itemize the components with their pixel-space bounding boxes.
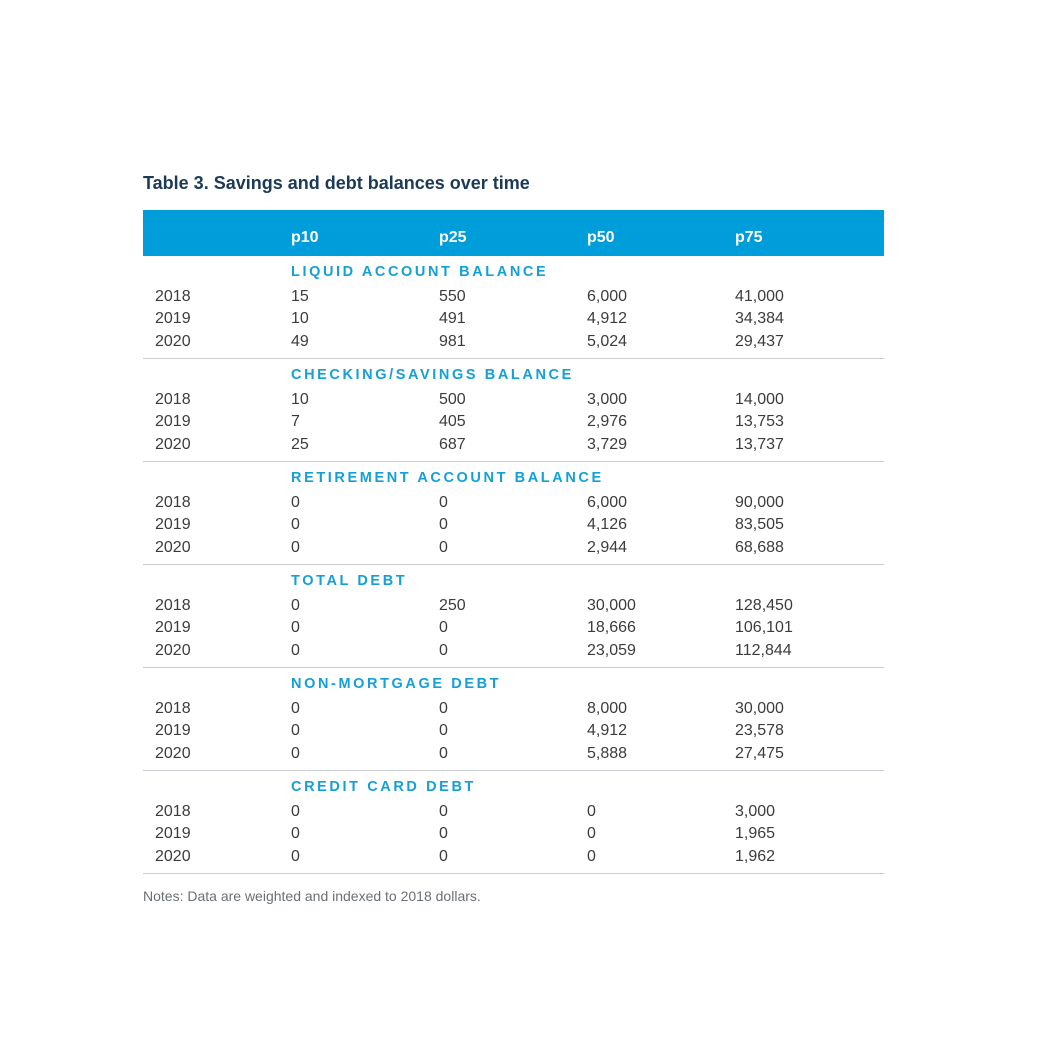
- cell-p50: 5,888: [587, 745, 628, 762]
- cell-year: 2020: [155, 848, 191, 865]
- cell-year: 2018: [155, 391, 191, 408]
- section-label: RETIREMENT ACCOUNT BALANCE: [291, 470, 604, 486]
- cell-year: 2019: [155, 516, 191, 533]
- table-row: [143, 642, 884, 665]
- table-header: [143, 210, 884, 256]
- cell-p25: 0: [439, 825, 448, 842]
- cell-p50: 3,000: [587, 391, 628, 408]
- cell-p50: 4,912: [587, 310, 628, 327]
- cell-p75: 128,450: [735, 597, 793, 614]
- cell-p50: 3,729: [587, 436, 628, 453]
- cell-p50: 23,059: [587, 642, 636, 659]
- cell-year: 2019: [155, 619, 191, 636]
- cell-p10: 49: [291, 333, 309, 350]
- cell-p10: 15: [291, 288, 309, 305]
- cell-year: 2020: [155, 539, 191, 556]
- table-row: [143, 597, 884, 620]
- cell-p25: 405: [439, 413, 466, 430]
- cell-p10: 7: [291, 413, 300, 430]
- cell-p25: 250: [439, 597, 466, 614]
- cell-p50: 30,000: [587, 597, 636, 614]
- cell-year: 2018: [155, 494, 191, 511]
- cell-year: 2018: [155, 288, 191, 305]
- cell-p25: 491: [439, 310, 466, 327]
- cell-year: 2020: [155, 745, 191, 762]
- cell-p10: 0: [291, 597, 300, 614]
- table-section: [143, 462, 884, 565]
- cell-p10: 10: [291, 391, 309, 408]
- cell-p50: 0: [587, 825, 596, 842]
- cell-p25: 0: [439, 494, 448, 511]
- cell-year: 2020: [155, 642, 191, 659]
- table-row: [143, 803, 884, 826]
- table-row: [143, 436, 884, 459]
- cell-p10: 0: [291, 539, 300, 556]
- column-header-p25: p25: [439, 229, 467, 246]
- cell-p50: 6,000: [587, 288, 628, 305]
- cell-p10: 0: [291, 803, 300, 820]
- table-row: [143, 494, 884, 517]
- cell-p75: 68,688: [735, 539, 784, 556]
- cell-p25: 0: [439, 642, 448, 659]
- table-row: [143, 745, 884, 768]
- table-row: [143, 333, 884, 356]
- cell-p10: 0: [291, 745, 300, 762]
- cell-year: 2019: [155, 413, 191, 430]
- table-row: [143, 413, 884, 436]
- table-row: [143, 848, 884, 871]
- cell-p10: 0: [291, 722, 300, 739]
- table-container: [143, 171, 884, 904]
- cell-p50: 4,912: [587, 722, 628, 739]
- cell-p50: 2,976: [587, 413, 628, 430]
- cell-p25: 0: [439, 722, 448, 739]
- cell-year: 2018: [155, 700, 191, 717]
- table-row: [143, 310, 884, 333]
- cell-p10: 0: [291, 848, 300, 865]
- cell-p50: 4,126: [587, 516, 628, 533]
- cell-p75: 3,000: [735, 803, 776, 820]
- cell-year: 2018: [155, 803, 191, 820]
- cell-p25: 0: [439, 619, 448, 636]
- cell-year: 2020: [155, 333, 191, 350]
- cell-p25: 981: [439, 333, 466, 350]
- cell-p25: 0: [439, 700, 448, 717]
- cell-p25: 550: [439, 288, 466, 305]
- table-row: [143, 391, 884, 414]
- cell-p25: 500: [439, 391, 466, 408]
- cell-p25: 0: [439, 516, 448, 533]
- cell-p10: 0: [291, 825, 300, 842]
- cell-p25: 0: [439, 848, 448, 865]
- cell-year: 2019: [155, 825, 191, 842]
- cell-p10: 0: [291, 619, 300, 636]
- cell-p10: 0: [291, 494, 300, 511]
- table-row: [143, 288, 884, 311]
- table-row: [143, 516, 884, 539]
- cell-p50: 0: [587, 803, 596, 820]
- table-title: Table 3. Savings and debt balances over time: [143, 173, 530, 193]
- table-row: [143, 539, 884, 562]
- cell-p75: 13,737: [735, 436, 784, 453]
- cell-p50: 8,000: [587, 700, 628, 717]
- section-label: NON-MORTGAGE DEBT: [291, 676, 502, 692]
- cell-p10: 0: [291, 516, 300, 533]
- cell-year: 2019: [155, 722, 191, 739]
- table-section: [143, 359, 884, 462]
- table-row: [143, 825, 884, 848]
- cell-p75: 1,962: [735, 848, 776, 865]
- cell-p75: 112,844: [735, 642, 792, 659]
- cell-p75: 83,505: [735, 516, 784, 533]
- cell-p75: 29,437: [735, 333, 784, 350]
- cell-p10: 0: [291, 700, 300, 717]
- cell-p50: 18,666: [587, 619, 636, 636]
- cell-p75: 1,965: [735, 825, 776, 842]
- section-label: LIQUID ACCOUNT BALANCE: [291, 264, 549, 280]
- column-header-p10: p10: [291, 229, 319, 246]
- cell-p75: 90,000: [735, 494, 784, 511]
- cell-p75: 106,101: [735, 619, 793, 636]
- cell-p75: 41,000: [735, 288, 784, 305]
- cell-year: 2018: [155, 597, 191, 614]
- cell-p75: 23,578: [735, 722, 784, 739]
- cell-p10: 25: [291, 436, 309, 453]
- cell-p25: 0: [439, 803, 448, 820]
- section-label: TOTAL DEBT: [291, 573, 408, 589]
- cell-p50: 5,024: [587, 333, 628, 350]
- table-section: [143, 771, 884, 874]
- column-header-p75: p75: [735, 229, 763, 246]
- cell-p75: 30,000: [735, 700, 784, 717]
- table-row: [143, 619, 884, 642]
- cell-p75: 14,000: [735, 391, 784, 408]
- column-header-p50: p50: [587, 229, 615, 246]
- cell-p25: 687: [439, 436, 466, 453]
- section-label: CREDIT CARD DEBT: [291, 779, 476, 795]
- cell-p50: 0: [587, 848, 596, 865]
- cell-p50: 6,000: [587, 494, 628, 511]
- cell-p50: 2,944: [587, 539, 628, 556]
- table-section: [143, 565, 884, 668]
- table-body: [143, 256, 884, 874]
- cell-p75: 13,753: [735, 413, 784, 430]
- cell-p10: 0: [291, 642, 300, 659]
- table-section: [143, 668, 884, 771]
- section-label: CHECKING/SAVINGS BALANCE: [291, 367, 574, 383]
- cell-p10: 10: [291, 310, 309, 327]
- cell-p25: 0: [439, 745, 448, 762]
- cell-p75: 27,475: [735, 745, 784, 762]
- table-row: [143, 700, 884, 723]
- table-notes: Notes: Data are weighted and indexed to 2018 dollars.: [143, 888, 481, 904]
- cell-p25: 0: [439, 539, 448, 556]
- cell-p75: 34,384: [735, 310, 784, 327]
- cell-year: 2019: [155, 310, 191, 327]
- table-section: [143, 256, 884, 359]
- table-row: [143, 722, 884, 745]
- cell-year: 2020: [155, 436, 191, 453]
